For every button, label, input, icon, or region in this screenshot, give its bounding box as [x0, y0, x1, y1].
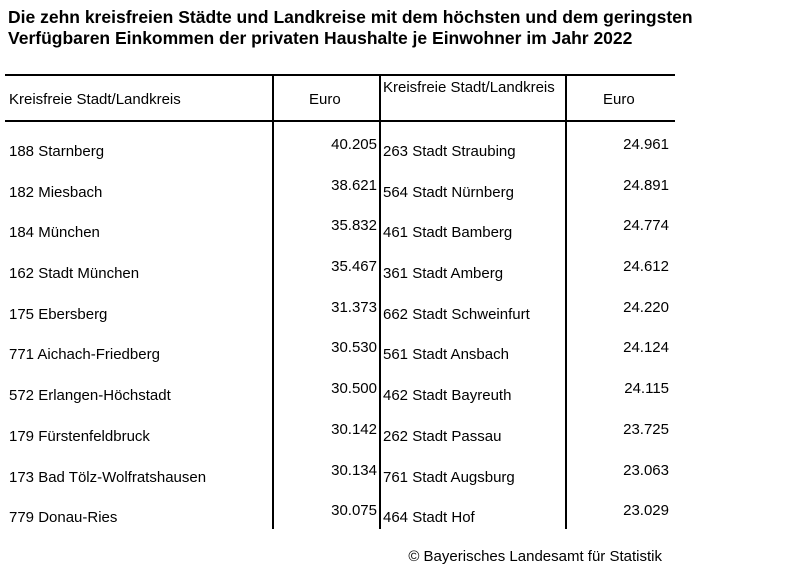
table-header	[5, 76, 675, 122]
region-name-low: 263 Stadt Straubing	[383, 143, 516, 160]
region-name-high: 182 Miesbach	[9, 183, 103, 201]
income-value-high: 35.467	[331, 258, 377, 276]
region-name-high: 173 Bad Tölz-Wolfratshausen	[9, 468, 207, 486]
header-region-left: Kreisfreie Stadt/Landkreis	[9, 91, 181, 108]
region-name-high: 162 Stadt München	[9, 265, 140, 283]
income-value-low: 24.961	[623, 136, 669, 153]
income-value-high: 30.142	[331, 420, 377, 438]
region-name-low: 361 Stadt Amberg	[383, 265, 504, 283]
column-divider	[379, 76, 381, 120]
region-name-low: 564 Stadt Nürnberg	[383, 183, 514, 201]
region-name-low: 561 Stadt Ansbach	[383, 346, 509, 364]
income-table	[5, 74, 675, 529]
table-row	[5, 448, 675, 489]
income-value-low: 24.774	[623, 217, 669, 235]
region-name-high: 188 Starnberg	[9, 143, 105, 160]
income-value-high: 30.134	[331, 461, 377, 479]
title-line-1: Die zehn kreisfreien Städte und Landkreise mit dem höchsten und dem geringsten	[8, 7, 693, 27]
header-euro-left: Euro	[309, 91, 341, 108]
column-divider	[272, 76, 274, 120]
table-row	[5, 244, 675, 285]
region-name-low: 464 Stadt Hof	[383, 509, 475, 527]
region-name-high: 572 Erlangen-Höchstadt	[9, 387, 171, 405]
region-name-low: 462 Stadt Bayreuth	[383, 387, 512, 405]
region-name-high: 771 Aichach-Friedberg	[9, 346, 160, 364]
table-row	[5, 285, 675, 326]
table-row	[5, 366, 675, 407]
table-row	[5, 163, 675, 204]
table-row	[5, 325, 675, 366]
income-value-high: 35.832	[331, 217, 377, 235]
income-value-high: 31.373	[331, 298, 377, 316]
region-name-high: 179 Fürstenfeldbruck	[9, 427, 150, 445]
income-value-low: 24.115	[624, 380, 669, 398]
income-value-low: 24.891	[623, 176, 669, 194]
table-row	[5, 407, 675, 448]
income-value-low: 23.725	[623, 420, 669, 438]
income-value-high: 38.621	[331, 176, 377, 194]
income-value-high: 30.500	[331, 380, 377, 398]
income-value-low: 23.063	[623, 461, 669, 479]
income-value-low: 24.612	[623, 258, 669, 276]
region-name-high: 184 München	[9, 224, 100, 242]
income-value-high: 30.075	[331, 502, 377, 520]
income-value-low: 23.029	[623, 502, 669, 520]
region-name-low: 662 Stadt Schweinfurt	[383, 305, 530, 323]
column-divider	[565, 76, 567, 120]
table-row	[5, 203, 675, 244]
region-name-high: 779 Donau-Ries	[9, 509, 118, 527]
title-line-2: Verfügbaren Einkommen der privaten Haushalte je Einwohner im Jahr 2022	[8, 28, 633, 48]
header-region-right: Kreisfreie Stadt/Landkreis	[383, 79, 555, 96]
income-value-high: 30.530	[331, 339, 377, 357]
income-value-low: 24.124	[623, 339, 669, 357]
income-value-high: 40.205	[331, 136, 377, 153]
region-name-low: 461 Stadt Bamberg	[383, 224, 513, 242]
region-name-low: 262 Stadt Passau	[383, 427, 502, 445]
region-name-high: 175 Ebersberg	[9, 305, 108, 323]
page-title	[8, 7, 788, 49]
header-euro-right: Euro	[603, 91, 635, 108]
income-value-low: 24.220	[623, 298, 669, 316]
table-row	[5, 122, 675, 163]
region-name-low: 761 Stadt Augsburg	[383, 468, 515, 486]
table-body	[5, 122, 675, 529]
source-credit: © Bayerisches Landesamt für Statistik	[408, 548, 662, 565]
table-row	[5, 488, 675, 529]
